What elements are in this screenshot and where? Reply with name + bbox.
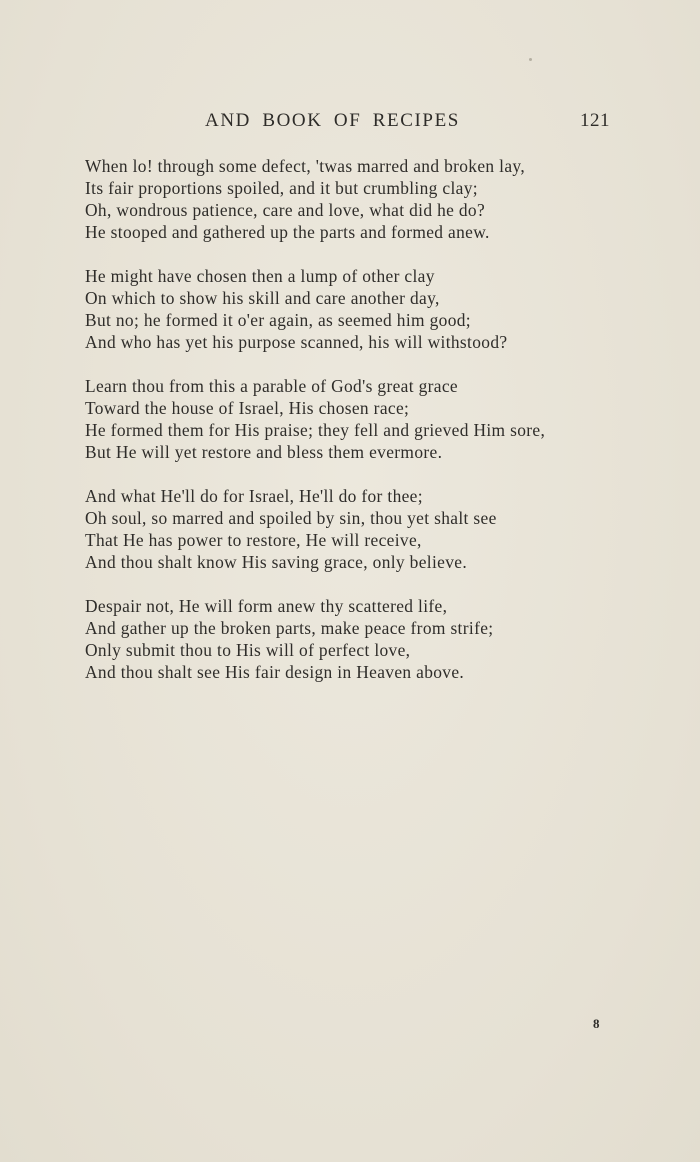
stanza-5	[85, 595, 625, 683]
poem-line: Learn thou from this a parable of God's great grace	[85, 376, 458, 396]
poem-line: Only submit thou to His will of perfect love,	[85, 640, 411, 660]
poem-line: When lo! through some defect, 'twas marred and broken lay,	[85, 156, 526, 176]
stanza-2	[85, 265, 625, 353]
poem-line: Toward the house of Israel, His chosen race;	[85, 398, 410, 418]
poem-line: Its fair proportions spoiled, and it but crumbling clay;	[85, 178, 478, 198]
poem-line: He stooped and gathered up the parts and formed anew.	[85, 222, 490, 242]
stanza-1	[85, 155, 625, 243]
running-title: AND BOOK OF RECIPES	[205, 110, 460, 131]
poem-line: That He has power to restore, He will receive,	[85, 530, 422, 550]
page-number: 121	[580, 110, 610, 131]
poem-line: And thou shalt see His fair design in Heaven above.	[85, 662, 465, 682]
poem-line: And who has yet his purpose scanned, his will withstood?	[85, 332, 508, 352]
poem-line: He formed them for His praise; they fell and grieved Him sore,	[85, 420, 546, 440]
poem	[85, 155, 625, 705]
poem-line: But no; he formed it o'er again, as seemed him good;	[85, 310, 471, 330]
poem-line: Oh soul, so marred and spoiled by sin, thou yet shalt see	[85, 508, 497, 528]
signature-mark: 8	[593, 1016, 600, 1031]
stanza-4	[85, 485, 625, 573]
poem-line: And gather up the broken parts, make peace from strife;	[85, 618, 494, 638]
poem-line: But He will yet restore and bless them evermore.	[85, 442, 443, 462]
poem-line: And what He'll do for Israel, He'll do for thee;	[85, 486, 423, 506]
poem-line: He might have chosen then a lump of other clay	[85, 266, 435, 286]
poem-line: On which to show his skill and care another day,	[85, 288, 440, 308]
stanza-3	[85, 375, 625, 463]
poem-line: Oh, wondrous patience, care and love, what did he do?	[85, 200, 486, 220]
paper-speck	[529, 58, 532, 61]
poem-line: And thou shalt know His saving grace, only believe.	[85, 552, 468, 572]
running-head	[84, 110, 610, 134]
poem-line: Despair not, He will form anew thy scattered life,	[85, 596, 448, 616]
